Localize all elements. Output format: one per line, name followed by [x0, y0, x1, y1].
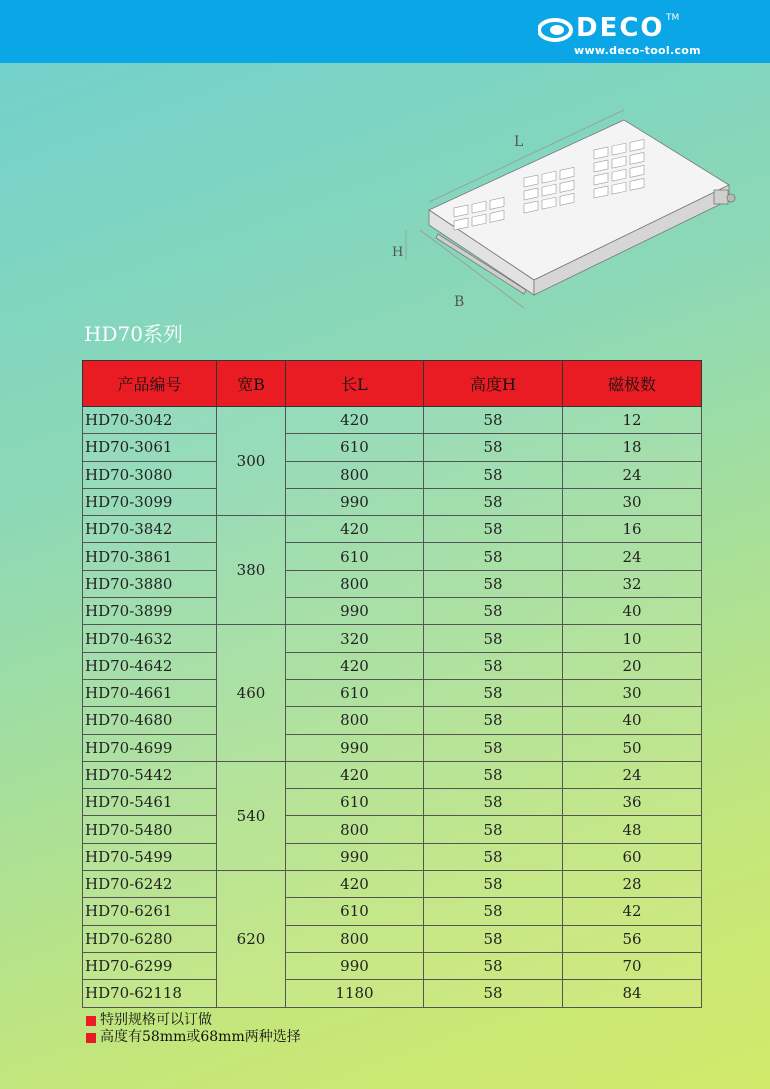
model-cell: HD70-3061 [83, 434, 217, 461]
bullet-square-icon [86, 1016, 96, 1026]
height-cell: 58 [424, 925, 563, 952]
height-cell: 58 [424, 679, 563, 706]
table-row [83, 679, 702, 706]
spec-table [82, 360, 702, 1008]
table-row [83, 652, 702, 679]
model-cell: HD70-3042 [83, 407, 217, 434]
height-cell: 58 [424, 952, 563, 979]
width-cell: 460 [217, 625, 286, 761]
table-row [83, 952, 702, 979]
note-item [86, 1029, 301, 1046]
series-title: HD70系列 [84, 322, 183, 346]
model-cell: HD70-5480 [83, 816, 217, 843]
poles-cell: 50 [563, 734, 702, 761]
poles-cell: 24 [563, 461, 702, 488]
height-cell: 58 [424, 734, 563, 761]
length-cell: 610 [286, 898, 424, 925]
note-text: 特别规格可以订做 [100, 1012, 212, 1028]
model-cell: HD70-4632 [83, 625, 217, 652]
table-row [83, 488, 702, 515]
model-cell: HD70-4680 [83, 707, 217, 734]
table-row [83, 543, 702, 570]
height-cell: 58 [424, 980, 563, 1007]
length-cell: 1180 [286, 980, 424, 1007]
poles-cell: 24 [563, 543, 702, 570]
model-cell: HD70-4661 [83, 679, 217, 706]
length-cell: 610 [286, 434, 424, 461]
model-cell: HD70-5461 [83, 789, 217, 816]
poles-cell: 24 [563, 761, 702, 788]
header-poles: 磁极数 [563, 361, 702, 407]
model-cell: HD70-3861 [83, 543, 217, 570]
height-label: H [392, 245, 404, 260]
table-row [83, 843, 702, 870]
height-cell: 58 [424, 625, 563, 652]
length-cell: 420 [286, 871, 424, 898]
height-cell: 58 [424, 843, 563, 870]
poles-cell: 20 [563, 652, 702, 679]
model-cell: HD70-6299 [83, 952, 217, 979]
logo-trademark: TM [666, 13, 680, 23]
length-cell: 990 [286, 488, 424, 515]
poles-cell: 60 [563, 843, 702, 870]
poles-cell: 42 [563, 898, 702, 925]
note-item [86, 1012, 301, 1029]
length-cell: 990 [286, 734, 424, 761]
logo-text: DECO [576, 13, 665, 43]
table-row [83, 871, 702, 898]
table-row [83, 789, 702, 816]
length-cell: 990 [286, 843, 424, 870]
length-cell: 800 [286, 461, 424, 488]
width-cell: 620 [217, 871, 286, 1007]
model-cell: HD70-6261 [83, 898, 217, 925]
length-cell: 610 [286, 789, 424, 816]
notes [86, 1012, 301, 1046]
poles-cell: 28 [563, 871, 702, 898]
poles-cell: 36 [563, 789, 702, 816]
height-cell: 58 [424, 652, 563, 679]
height-cell: 58 [424, 761, 563, 788]
table-row [83, 761, 702, 788]
length-cell: 800 [286, 925, 424, 952]
model-cell: HD70-3880 [83, 570, 217, 597]
poles-cell: 10 [563, 625, 702, 652]
header-height: 高度H [424, 361, 563, 407]
poles-cell: 32 [563, 570, 702, 597]
poles-cell: 16 [563, 516, 702, 543]
header-bar [0, 0, 770, 63]
model-cell: HD70-3842 [83, 516, 217, 543]
poles-cell: 40 [563, 707, 702, 734]
height-cell: 58 [424, 434, 563, 461]
length-cell: 990 [286, 952, 424, 979]
poles-cell: 48 [563, 816, 702, 843]
height-cell: 58 [424, 516, 563, 543]
height-cell: 58 [424, 816, 563, 843]
length-cell: 320 [286, 625, 424, 652]
note-text: 高度有58mm或68mm两种选择 [100, 1029, 301, 1045]
magnetic-chuck-drawing [384, 90, 744, 330]
deco-swoosh-icon [538, 17, 576, 43]
length-cell: 610 [286, 543, 424, 570]
table-row [83, 516, 702, 543]
length-cell: 610 [286, 679, 424, 706]
model-cell: HD70-4642 [83, 652, 217, 679]
height-cell: 58 [424, 570, 563, 597]
table-row [83, 816, 702, 843]
model-cell: HD70-3899 [83, 598, 217, 625]
length-cell: 420 [286, 407, 424, 434]
bullet-square-icon [86, 1033, 96, 1043]
height-cell: 58 [424, 543, 563, 570]
table-row [83, 598, 702, 625]
length-cell: 420 [286, 516, 424, 543]
length-cell: 800 [286, 816, 424, 843]
table-row [83, 980, 702, 1007]
header-width: 宽B [217, 361, 286, 407]
width-label: B [454, 294, 465, 310]
length-cell: 990 [286, 598, 424, 625]
table-row [83, 461, 702, 488]
width-cell: 540 [217, 761, 286, 870]
height-cell: 58 [424, 789, 563, 816]
header-model: 产品编号 [83, 361, 217, 407]
table-row [83, 898, 702, 925]
length-label: L [514, 134, 524, 150]
website-link[interactable]: www.deco-tool.com [574, 44, 701, 57]
model-cell: HD70-4699 [83, 734, 217, 761]
length-cell: 420 [286, 652, 424, 679]
height-cell: 58 [424, 461, 563, 488]
header-length: 长L [286, 361, 424, 407]
model-cell: HD70-3099 [83, 488, 217, 515]
length-cell: 800 [286, 570, 424, 597]
model-cell: HD70-5499 [83, 843, 217, 870]
poles-cell: 84 [563, 980, 702, 1007]
poles-cell: 12 [563, 407, 702, 434]
length-cell: 800 [286, 707, 424, 734]
model-cell: HD70-6280 [83, 925, 217, 952]
table-row [83, 625, 702, 652]
width-cell: 380 [217, 516, 286, 625]
poles-cell: 70 [563, 952, 702, 979]
model-cell: HD70-5442 [83, 761, 217, 788]
poles-cell: 18 [563, 434, 702, 461]
table-row [83, 925, 702, 952]
table-row [83, 734, 702, 761]
model-cell: HD70-6242 [83, 871, 217, 898]
poles-cell: 30 [563, 488, 702, 515]
table-header-row [83, 361, 702, 407]
height-cell: 58 [424, 488, 563, 515]
poles-cell: 56 [563, 925, 702, 952]
length-cell: 420 [286, 761, 424, 788]
height-cell: 58 [424, 598, 563, 625]
model-cell: HD70-3080 [83, 461, 217, 488]
table-row [83, 407, 702, 434]
deco-logo [538, 11, 708, 59]
height-cell: 58 [424, 707, 563, 734]
table-row [83, 570, 702, 597]
table-row [83, 707, 702, 734]
height-cell: 58 [424, 898, 563, 925]
poles-cell: 30 [563, 679, 702, 706]
height-cell: 58 [424, 407, 563, 434]
model-cell: HD70-62118 [83, 980, 217, 1007]
poles-cell: 40 [563, 598, 702, 625]
width-cell: 300 [217, 407, 286, 516]
table-row [83, 434, 702, 461]
height-cell: 58 [424, 871, 563, 898]
